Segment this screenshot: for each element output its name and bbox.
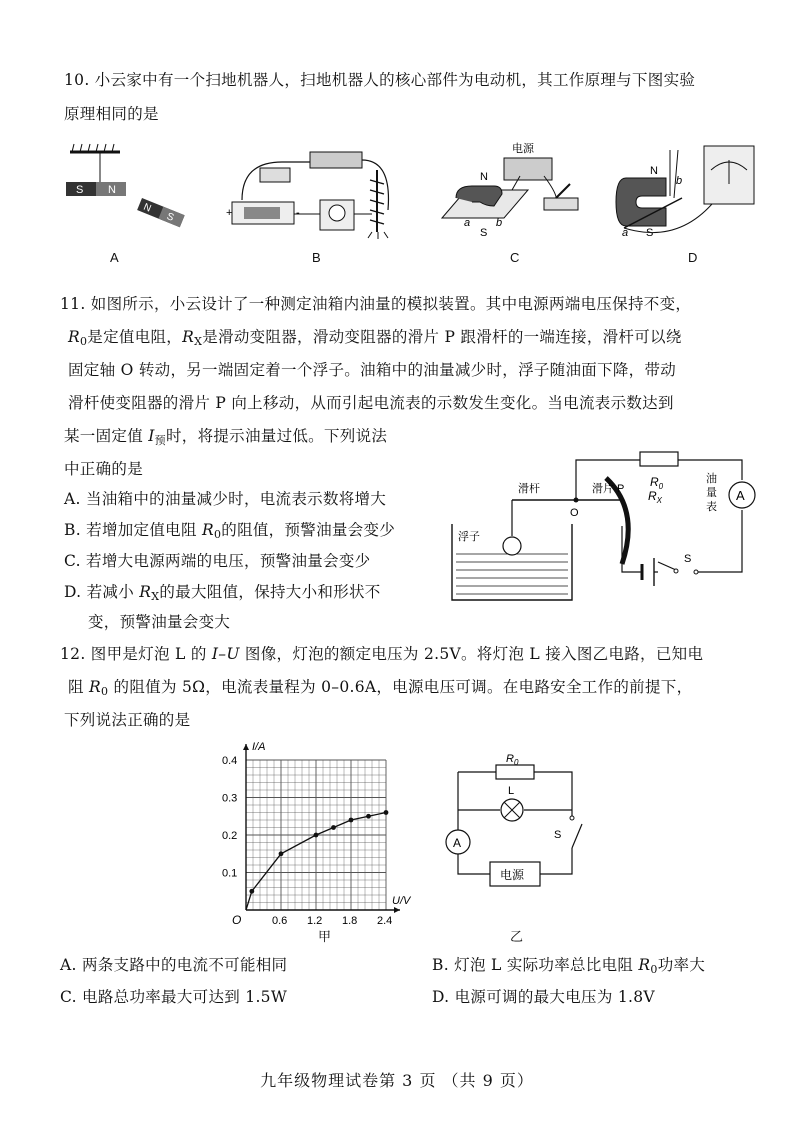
q12-iu-chart [218,741,411,942]
q12-stem-line2: 阻 $R_0$ 的阻值为 5Ω，电流表量程为 0–0.6A，电源电压可调。在电路安全工作的前提下， [68,678,693,698]
small-magnet-s-label: S [164,211,176,224]
q11-option-d-cont: 变，预警油量会变大 [88,613,231,631]
fig-c-n-label: N [480,171,488,183]
q11-r0-label: $R_0$ [650,475,664,491]
q12-source-label: 电源 [500,868,525,882]
y-axis-arrow [243,744,249,750]
q12-r0-label: $R_0$ [506,753,519,767]
page-footer: 九年级物理试卷第 3 页 （共 9 页） [260,1071,534,1090]
iu-point [279,851,284,856]
fig-d-b-label: b [676,175,683,187]
q10-stem-line2: 原理相同的是 [64,105,159,123]
battery-plus-label: + [226,207,233,219]
q12-circuit-caption-yi: 乙 [510,929,524,944]
q10-figure-b [222,140,412,240]
q10-figure-d [616,140,766,240]
iu-point [314,833,319,838]
q12-option-d: D. 电源可调的最大电压为 1.8V [432,988,655,1006]
q10-label-b: B [312,250,321,265]
iu-point [331,825,336,830]
q10-figure-c [432,140,592,250]
q11-stem-line2: $R_0$是定值电阻，$R_X$是滑动变阻器，滑动变阻器的滑片 P 跟滑杆的一端连接，滑杆可以绕 [68,328,682,348]
q10-label-d: D [688,250,698,265]
q11-ammeter-label: A [736,488,745,503]
fig-c-a-label: a [464,217,471,229]
power-label: 电源 [512,143,534,155]
q10-figure-a [60,140,200,240]
q11-rx-label: $R_X$ [648,489,663,505]
q11-stem-line1: 11. 如图所示，小云设计了一种测定油箱内油量的模拟装置。其中电源两端电压保持不变， [60,295,692,313]
q11-rod-label: 滑杆 [518,483,540,495]
q11-stem-line4: 滑杆使变阻器的滑片 P 向上移动，从而引起电流表的示数发生变化。当电流表示数达到 [68,394,674,412]
q10-label-c: C [510,250,520,265]
iu-point [366,814,371,819]
x-axis-label: U/V [392,895,411,907]
q11-option-a: A. 当油箱中的油量减少时，电流表示数将增大 [64,490,387,508]
x-tick-label: 2.4 [377,915,393,927]
q11-circuit-figure [444,440,764,610]
q11-switch-label: S [684,553,692,565]
fig-c-b-label: b [496,217,503,229]
q11-gauge-label-1: 油 [706,473,717,485]
q12-option-b: B. 灯泡 L 实际功率总比电阻 $R_0$功率大 [432,956,706,976]
q11-gauge-label-2: 量 [706,487,717,499]
q11-gauge-label-3: 表 [706,501,717,513]
q12-ammeter-label: A [453,836,462,850]
fig-c-s-label: S [480,227,488,239]
q12-switch-label: S [554,829,562,841]
battery-minus-label: - [296,207,300,219]
q12-lamp-label: L [508,785,515,797]
fig-d-s-label: S [646,227,654,239]
q11-stem-line3: 固定轴 O 转动，另一端固定着一个浮子。油箱中的油量减少时，浮子随油面下降，带动 [68,361,677,379]
iu-point [384,810,389,815]
origin-label: O [232,913,242,927]
q12-stem-line3: 下列说法正确的是 [64,711,191,729]
y-tick-label: 0.2 [222,830,238,842]
x-tick-label: 1.8 [342,915,358,927]
iu-point [249,889,254,894]
magnet-s-label: S [76,184,84,196]
x-tick-label: 1.2 [307,915,323,927]
q10-label-a: A [110,250,119,265]
q10-stem-line1: 10. 小云家中有一个扫地机器人，扫地机器人的核心部件为电动机，其工作原理与下图实验 [64,71,696,89]
x-axis-arrow [394,907,400,913]
q11-pivot-label: O [570,507,579,519]
y-axis-label: I/A [252,741,266,753]
magnet-n-label: N [108,184,116,196]
q11-option-d: D. 若减小 $R_X$的最大阻值，保持大小和形状不 [64,583,381,603]
q11-slider-label: 滑片 P [592,483,625,495]
y-tick-label: 0.1 [222,867,238,880]
q11-stem-line5: 某一固定值 $I_预$时，将提示油量过低。下列说法 [64,427,388,447]
fig-d-a-label: a [622,227,629,239]
q11-stem-line6: 中正确的是 [64,460,144,478]
q12-stem-line1: 12. 图甲是灯泡 L 的 I–U 图像，灯泡的额定电压为 2.5V。将灯泡 L 接入图乙电路，已知电 [60,645,704,663]
iu-point [349,818,354,823]
q12-option-c: C. 电路总功率最大可达到 1.5W [60,988,288,1006]
q11-float-label: 浮子 [458,531,480,543]
y-tick-label: 0.4 [222,755,238,767]
q12-option-a: A. 两条支路中的电流不可能相同 [60,956,288,974]
q11-option-b: B. 若增加定值电阻 $R_0$的阻值，预警油量会变少 [64,521,396,541]
q11-option-c: C. 若增大电源两端的电压，预警油量会变少 [64,552,371,570]
x-tick-label: 0.6 [272,915,288,927]
small-magnet-n-label: N [141,201,153,215]
q12-circuit-figure [440,752,600,902]
q12-chart-caption-jia: 甲 [318,929,332,944]
fig-d-n-label: N [650,165,658,177]
y-tick-label: 0.3 [222,792,238,805]
